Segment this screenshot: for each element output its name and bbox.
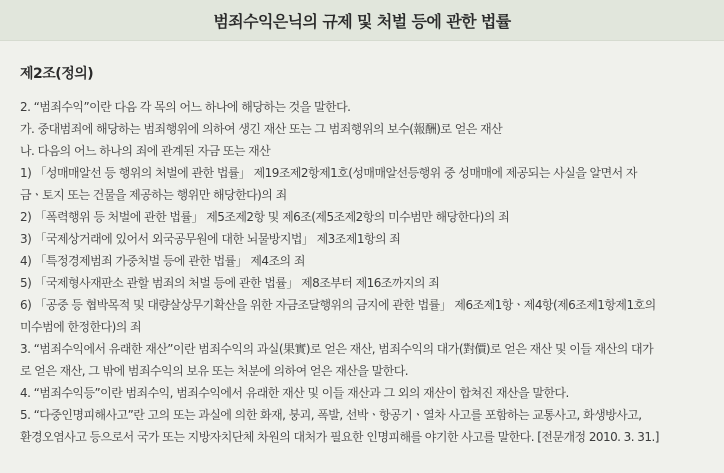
- article-line: 미수범에 한정한다)의 죄: [20, 320, 142, 334]
- article-line: 로 얻은 재산, 그 밖에 범죄수익의 보유 또는 처분에 의하여 얻은 재산을 말한다.: [20, 364, 409, 378]
- article-line: 5. “다중인명피해사고”란 고의 또는 과실에 의한 화재, 붕괴, 폭발, 선박ㆍ항공기ㆍ열차 사고를 포함하는 교통사고, 화생방사고,: [20, 408, 642, 422]
- page-header: [0, 0, 724, 41]
- article-line: 4) 「특정경제범죄 가중처벌 등에 관한 법률」 제4조의 죄: [20, 254, 305, 268]
- article-line: 4. “범죄수익등”이란 범죄수익, 범죄수익에서 유래한 재산 및 이들 재산과 그 외의 재산이 합쳐진 재산을 말한다.: [20, 386, 569, 400]
- article-line: 금ㆍ토지 또는 건물을 제공하는 행위만 해당한다)의 죄: [20, 188, 287, 202]
- law-title: 범죄수익은닉의 규제 및 처벌 등에 관한 법률: [213, 11, 511, 31]
- article-line: 나. 다음의 어느 하나의 죄에 관계된 자금 또는 재산: [20, 144, 271, 158]
- article-line: 3) 「국제상거래에 있어서 외국공무원에 대한 뇌물방지법」 제3조제1항의 죄: [20, 232, 401, 246]
- article-line: 1) 「성매매알선 등 행위의 처벌에 관한 법률」 제19조제2항제1호(성매매알선등행위 중 성매매에 제공되는 사실을 알면서 자: [20, 166, 637, 180]
- article-line: 2. “범죄수익”이란 다음 각 목의 어느 하나에 해당하는 것을 말한다.: [20, 100, 351, 114]
- article-line: 2) 「폭력행위 등 처벌에 관한 법률」 제5조제2항 및 제6조(제5조제2항의 미수범만 해당한다)의 죄: [20, 210, 510, 224]
- article-line: 3. “범죄수익에서 유래한 재산”이란 범죄수익의 과실(果實)로 얻은 재산, 범죄수익의 대가(對價)로 얻은 재산 및 이들 재산의 대가: [20, 342, 654, 356]
- article-body: [20, 96, 714, 448]
- article-line: 환경오염사고 등으로서 국가 또는 지방자치단체 차원의 대처가 필요한 인명피해를 야기한 사고를 말한다. [전문개정 2010. 3. 31.]: [20, 430, 659, 444]
- article-line: 가. 중대범죄에 해당하는 범죄행위에 의하여 생긴 재산 또는 그 범죄행위의 보수(報酬)로 얻은 재산: [20, 122, 503, 136]
- article-content: [0, 63, 724, 448]
- article-heading: 제2조(정의): [20, 66, 94, 82]
- article-line: 5) 「국제형사재판소 관할 범죄의 처벌 등에 관한 법률」 제8조부터 제16조까지의 죄: [20, 276, 440, 290]
- article-line: 6) 「공중 등 협박목적 및 대량살상무기확산을 위한 자금조달행위의 금지에 관한 법률」 제6조제1항ㆍ제4항(제6조제1항제1호의: [20, 298, 656, 312]
